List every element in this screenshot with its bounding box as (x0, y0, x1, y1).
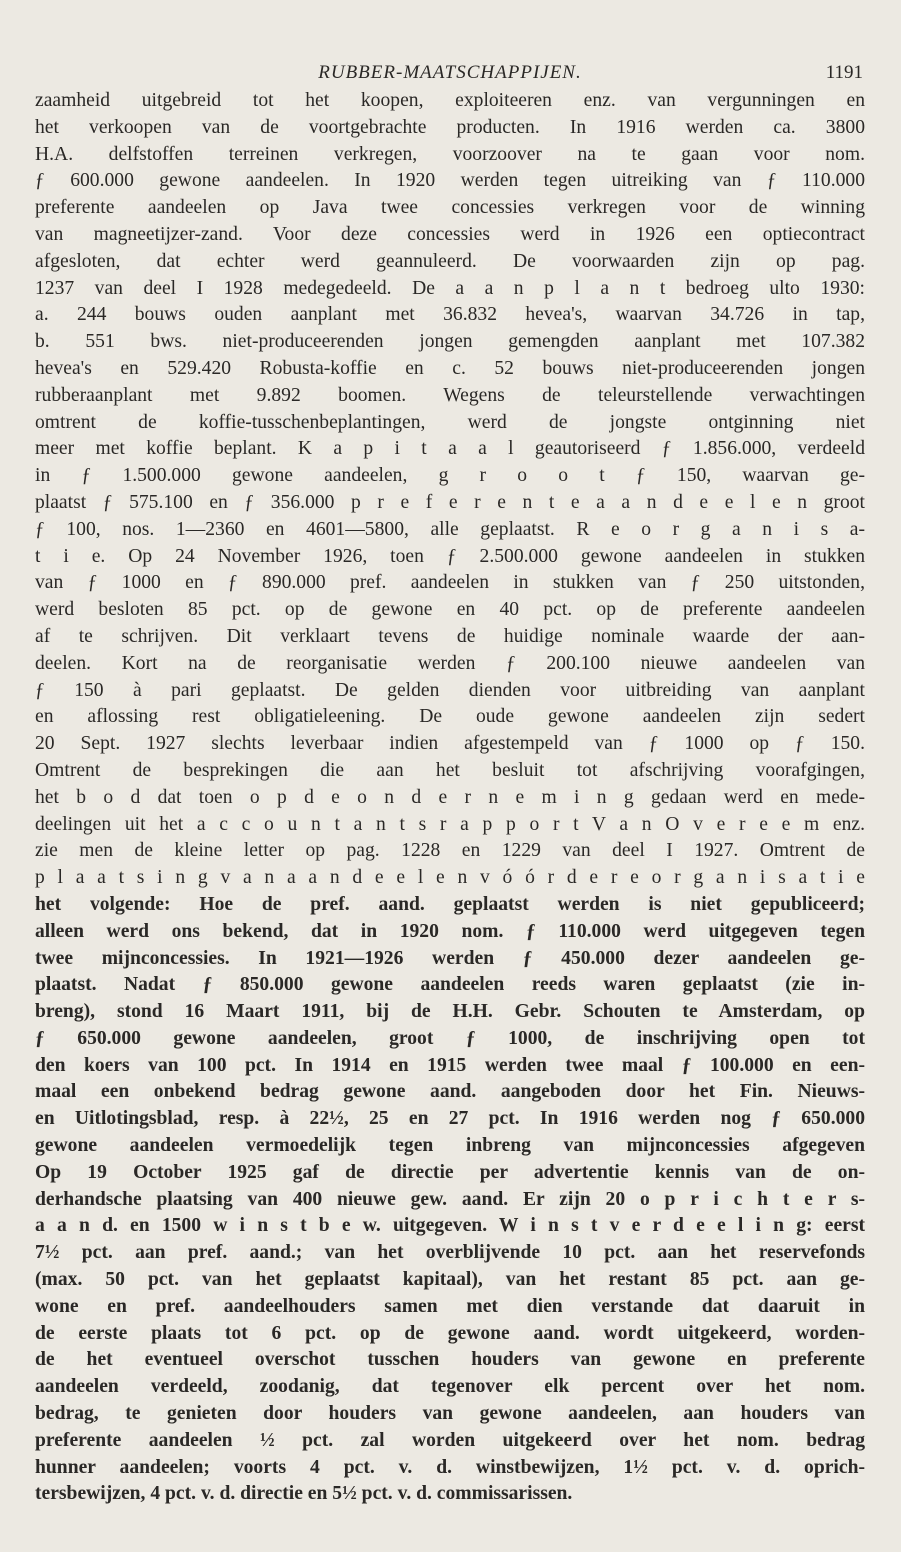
text-line: hevea's en 529.420 Robusta-koffie en c. 52 bouws niet-produceerenden jongen (35, 357, 865, 379)
text-line: den koers van 100 pct. In 1914 en 1915 werden twee maal ƒ 100.000 en een- (35, 1054, 865, 1076)
text-line: rubberaanplant met 9.892 boomen. Wegens de teleurstellende verwachtingen (35, 384, 865, 406)
text-line: en Uitlotingsblad, resp. à 22½, 25 en 27 pct. In 1916 werden nog ƒ 650.000 (35, 1108, 865, 1130)
text-line: de het eventueel overschot tusschen houders van gewone en preferente (35, 1349, 865, 1371)
text-line: preferente aandeelen op Java twee concessies verkregen voor de winning (35, 197, 865, 219)
text-line: t i e. Op 24 November 1926, toen ƒ 2.500.000 gewone aandeelen in stukken (35, 545, 865, 567)
text-line: preferente aandeelen ½ pct. zal worden uitgekeerd over het nom. bedrag (35, 1429, 865, 1451)
text-line: Omtrent de besprekingen die aan het besluit tot afschrijving voorafgingen, (35, 759, 865, 781)
text-line: ƒ 600.000 gewone aandeelen. In 1920 werden tegen uitreiking van ƒ 110.000 (35, 170, 865, 192)
text-line: a. 244 bouws ouden aanplant met 36.832 hevea's, waarvan 34.726 in tap, (35, 304, 865, 326)
text-line: ƒ 650.000 gewone aandeelen, groot ƒ 1000, de inschrijving open tot (35, 1027, 865, 1049)
text-line: Op 19 October 1925 gaf de directie per advertentie kennis van de on- (35, 1161, 865, 1183)
text-line: gewone aandeelen vermoedelijk tegen inbreng van mijnconcessies afgegeven (35, 1135, 865, 1157)
text-line: (max. 50 pct. van het geplaatst kapitaal), van het restant 85 pct. aan ge- (35, 1269, 865, 1291)
text-line: ƒ 150 à pari geplaatst. De gelden dienden voor uitbreiding van aanplant (35, 679, 865, 701)
text-line: het verkoopen van de voortgebrachte producten. In 1916 werden ca. 3800 (35, 116, 865, 138)
text-line: af te schrijven. Dit verklaart tevens de huidige nominale waarde der aan- (35, 625, 865, 647)
text-line: maal een onbekend bedrag gewone aand. aangeboden door het Fin. Nieuws- (35, 1081, 865, 1103)
running-head: RUBBER-MAATSCHAPPIJEN. (318, 62, 582, 83)
text-line: het b o d dat toen o p d e o n d e r n e m i n g gedaan werd en mede- (35, 786, 865, 808)
text-line: van magneetijzer-zand. Voor deze concessies werd in 1926 een optiecontract (35, 223, 865, 245)
text-line: p l a a t s i n g v a n a a n d e e l e n v ó ó r d e r e o r g a n i s a t i e (35, 867, 865, 889)
text-line: van ƒ 1000 en ƒ 890.000 pref. aandeelen in stukken van ƒ 250 uitstonden, (35, 572, 865, 594)
text-line: in ƒ 1.500.000 gewone aandeelen, g r o o t ƒ 150, waarvan ge- (35, 465, 865, 487)
text-line: ƒ 100, nos. 1—2360 en 4601—5800, alle geplaatst. R e o r g a n i s a- (35, 518, 865, 540)
text-line: zaamheid uitgebreid tot het koopen, exploiteeren enz. van vergunningen en (35, 90, 865, 111)
body-text (35, 88, 865, 1508)
text-line: b. 551 bws. niet-produceerenden jongen gemengden aanplant met 107.382 (35, 331, 865, 353)
text-line: hunner aandeelen; voorts 4 pct. v. d. winstbewijzen, 1½ pct. v. d. oprich- (35, 1456, 865, 1478)
text-line: afgesloten, dat echter werd geannuleerd. De voorwaarden zijn op pag. (35, 250, 865, 272)
text-line: plaatst. Nadat ƒ 850.000 gewone aandeelen reeds waren geplaatst (zie in- (35, 974, 865, 996)
text-line: alleen werd ons bekend, dat in 1920 nom. ƒ 110.000 werd uitgegeven tegen (35, 920, 865, 942)
text-line: werd besloten 85 pct. op de gewone en 40 pct. op de preferente aandeelen (35, 599, 865, 621)
text-line: omtrent de koffie-tusschenbeplantingen, werd de jongste ontginning niet (35, 411, 865, 433)
text-line: meer met koffie beplant. K a p i t a a l geautoriseerd ƒ 1.856.000, verdeeld (35, 438, 865, 460)
text-line: tersbewijzen, 4 pct. v. d. directie en 5½ pct. v. d. commissarissen. (35, 1483, 573, 1505)
text-line: breng), stond 16 Maart 1911, bij de H.H. Gebr. Schouten te Amsterdam, op (35, 1001, 865, 1023)
text-line: 20 Sept. 1927 slechts leverbaar indien afgestempeld van ƒ 1000 op ƒ 150. (35, 733, 865, 755)
text-line: en aflossing rest obligatieleening. De oude gewone aandeelen zijn sedert (35, 706, 865, 728)
text-line: zie men de kleine letter op pag. 1228 en 1229 van deel I 1927. Omtrent de (35, 840, 865, 862)
page-header (35, 58, 865, 88)
page-number: 1191 (825, 62, 863, 83)
text-line: bedrag, te genieten door houders van gewone aandeelen, aan houders van (35, 1403, 865, 1425)
text-line: deelen. Kort na de reorganisatie werden ƒ 200.100 nieuwe aandeelen van (35, 652, 865, 674)
text-line: H.A. delfstoffen terreinen verkregen, voorzoover na te gaan voor nom. (35, 143, 865, 165)
text-line: de eerste plaats tot 6 pct. op de gewone aand. wordt uitgekeerd, worden- (35, 1322, 865, 1344)
text-line: aandeelen verdeeld, zoodanig, dat tegenover elk percent over het nom. (35, 1376, 865, 1398)
text-line: wone en pref. aandeelhouders samen met dien verstande dat daaruit in (35, 1295, 865, 1317)
text-line: plaatst ƒ 575.100 en ƒ 356.000 p r e f e r e n t e a a n d e e l e n groot (35, 491, 865, 513)
text-line: a a n d. en 1500 w i n s t b e w. uitgegeven. W i n s t v e r d e e l i n g: eerst (35, 1215, 865, 1237)
text-line: 1237 van deel I 1928 medegedeeld. De a a n p l a n t bedroeg ulto 1930: (35, 277, 865, 299)
text-line: deelingen uit het a c c o u n t a n t s r a p p o r t V a n O v e r e e m enz. (35, 813, 865, 835)
text-line: twee mijnconcessies. In 1921—1926 werden ƒ 450.000 dezer aandeelen ge- (35, 947, 865, 969)
text-line: derhandsche plaatsing van 400 nieuwe gew. aand. Er zijn 20 o p r i c h t e r s- (35, 1188, 865, 1210)
text-line: 7½ pct. aan pref. aand.; van het overblijvende 10 pct. aan het reservefonds (35, 1242, 865, 1264)
text-line: het volgende: Hoe de pref. aand. geplaatst werden is niet gepubliceerd; (35, 893, 865, 915)
